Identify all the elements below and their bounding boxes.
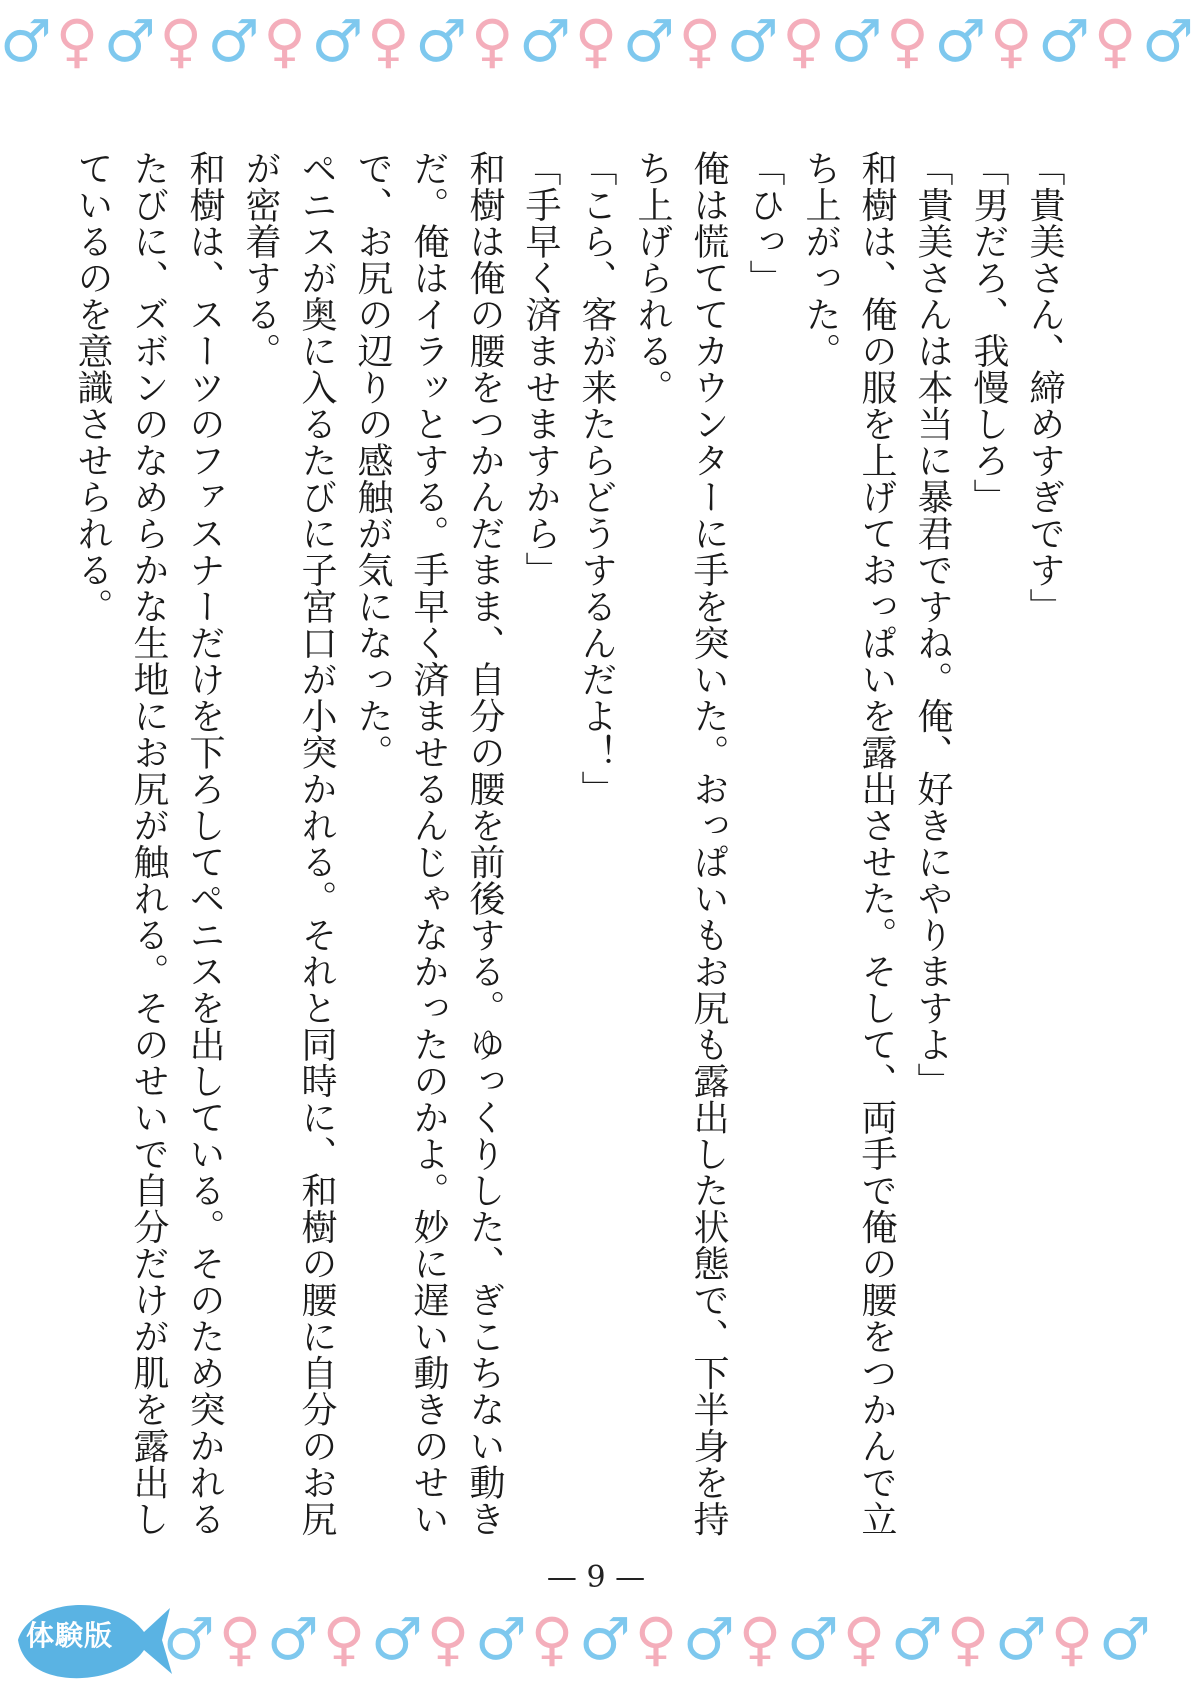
- male-symbol-icon: ♂: [103, 7, 156, 75]
- male-symbol-icon: ♂: [683, 1605, 735, 1673]
- paragraph-6: 俺は慌ててカウンターに手を突いた。おっぱいもお尻も露出した状態で、下半身を持ち上げられる。: [632, 150, 729, 1537]
- male-symbol-icon: ♂: [163, 1605, 215, 1673]
- male-symbol-icon: ♂: [726, 7, 779, 75]
- paragraph-8: 「手早く済ませますから」: [520, 150, 561, 588]
- female-symbol-icon: ♀: [782, 7, 825, 75]
- male-symbol-icon: ♂: [267, 1605, 319, 1673]
- female-symbol-icon: ♀: [634, 1605, 678, 1673]
- female-symbol-icon: ♀: [990, 7, 1033, 75]
- male-symbol-icon: ♂: [415, 7, 468, 75]
- female-symbol-icon: ♀: [367, 7, 410, 75]
- female-symbol-icon: ♀: [263, 7, 306, 75]
- paragraph-3: 「貴美さんは本当に暴君ですね。俺、好きにやりますよ」: [912, 150, 953, 1099]
- male-symbol-icon: ♂: [519, 7, 572, 75]
- male-symbol-icon: ♂: [207, 7, 260, 75]
- female-symbol-icon: ♀: [530, 1605, 574, 1673]
- page-number: — 9 —: [546, 1560, 646, 1595]
- male-symbol-icon: ♂: [891, 1605, 943, 1673]
- female-symbol-icon: ♀: [1093, 7, 1137, 75]
- paragraph-4: 和樹は、俺の服を上げておっぱいを露出させた。そして、両手で俺の腰をつかんで立ち上がった。: [800, 150, 897, 1537]
- female-symbol-icon: ♀: [55, 7, 99, 75]
- top-symbol-border: [0, 7, 1194, 75]
- female-symbol-icon: ♀: [842, 1605, 886, 1673]
- female-symbol-icon: ♀: [159, 7, 202, 75]
- male-symbol-icon: ♂: [1038, 7, 1091, 75]
- male-symbol-icon: ♂: [787, 1605, 839, 1673]
- trial-version-label: 体験版: [26, 1619, 114, 1652]
- male-symbol-icon: ♂: [475, 1605, 527, 1673]
- female-symbol-icon: ♀: [738, 1605, 782, 1673]
- male-symbol-icon: ♂: [0, 7, 53, 75]
- male-symbol-icon: ♂: [579, 1605, 631, 1673]
- male-symbol-icon: ♂: [1141, 7, 1194, 75]
- paragraph-5: 「ひっ」: [744, 150, 785, 296]
- paragraph-2: 「男だろ、我慢しろ」: [968, 150, 1009, 515]
- female-symbol-icon: ♀: [470, 7, 514, 75]
- vertical-text-body: [72, 150, 1072, 1540]
- bottom-symbol-border: [0, 1605, 1192, 1673]
- male-symbol-icon: ♂: [371, 1605, 423, 1673]
- female-symbol-icon: ♀: [322, 1605, 366, 1673]
- male-symbol-icon: ♂: [995, 1605, 1047, 1673]
- female-symbol-icon: ♀: [886, 7, 929, 75]
- male-symbol-icon: ♂: [830, 7, 883, 75]
- female-symbol-icon: ♀: [426, 1605, 470, 1673]
- paragraph-10: ペニスが奥に入るたびに子宮口が小突かれる。それと同時に、和樹の腰に自分のお尻が密着する。: [240, 150, 337, 1537]
- male-symbol-icon: ♂: [311, 7, 364, 75]
- female-symbol-icon: ♀: [574, 7, 618, 75]
- male-symbol-icon: ♂: [622, 7, 675, 75]
- paragraph-9: 和樹は俺の腰をつかんだまま、自分の腰を前後する。ゆっくりした、ぎこちない動きだ。俺はイラッとする。手早く済ませるんじゃなかったのかよ。妙に遅い動きのせいで、お尻の辺りの感触が気になった。: [352, 150, 505, 1537]
- trial-version-badge: [8, 1590, 178, 1684]
- male-symbol-icon: ♂: [1099, 1605, 1151, 1673]
- paragraph-1: 「貴美さん、締めすぎです」: [1024, 150, 1065, 625]
- female-symbol-icon: ♀: [1050, 1605, 1094, 1673]
- male-symbol-icon: ♂: [934, 7, 987, 75]
- female-symbol-icon: ♀: [678, 7, 722, 75]
- female-symbol-icon: ♀: [218, 1605, 262, 1673]
- paragraph-7: 「こら、客が来たらどうするんだよ！」: [576, 150, 617, 807]
- female-symbol-icon: ♀: [946, 1605, 990, 1673]
- paragraph-11: 和樹は、スーツのファスナーだけを下ろしてペニスを出している。そのため突かれるたびに、ズボンのなめらかな生地にお尻が触れる。そのせいで自分だけが肌を露出しているのを意識させられる。: [72, 150, 225, 1537]
